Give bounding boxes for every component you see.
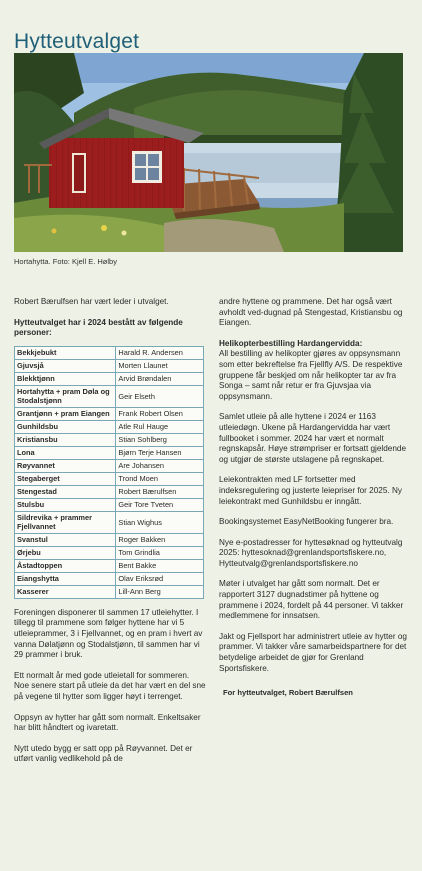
- member-name: Tom Grindlia: [116, 546, 204, 559]
- table-row: [15, 346, 204, 359]
- left-column: [14, 297, 206, 775]
- paragraph-lease: Leiekontrakten med LF fortsetter med indeksregulering og justerte leiepriser for 2025. Ny leiekontrakt med Gunhildsbu er inngått.: [219, 475, 402, 506]
- signature: For hytteutvalget, Robert Bærulfsen: [223, 688, 353, 698]
- paragraph-supervision: Oppsyn av hytter har gått som normalt. Enkeltsaker har blitt håndtert og ivaretatt.: [14, 712, 201, 733]
- member-name: Are Johansen: [116, 459, 204, 472]
- member-name: Harald R. Andersen: [116, 346, 204, 359]
- member-cabin: Sildrevika + prammer Fjellvannet: [15, 511, 116, 533]
- member-name: Stian Wighus: [116, 511, 204, 533]
- paragraph-meetings: Møter i utvalget har gått som normalt. Det er rapportert 3127 dugnadstimer på hyttene og prammene i 2024, fordelt på 44 personer. Vi takker medlemmene for innsatsen.: [219, 579, 404, 621]
- page-title: Hytteutvalget: [14, 30, 140, 54]
- member-name: Atle Rul Hauge: [116, 420, 204, 433]
- members-heading: Hytteutvalget har i 2024 bestått av følgende personer:: [14, 317, 183, 338]
- table-row: [15, 359, 204, 372]
- table-row: [15, 498, 204, 511]
- paragraph-booking: Bookingsystemet EasyNetBooking fungerer bra.: [219, 517, 394, 527]
- member-cabin: Svanstul: [15, 533, 116, 546]
- helicopter-heading: Helikopterbestilling Hardangervidda:: [219, 338, 363, 348]
- member-name: Trond Moen: [116, 472, 204, 485]
- member-name: Stian Sohlberg: [116, 433, 204, 446]
- member-name: Roger Bakken: [116, 533, 204, 546]
- member-cabin: Kristiansbu: [15, 433, 116, 446]
- table-row: [15, 546, 204, 559]
- table-row: [15, 446, 204, 459]
- paragraph-partners: Jakt og Fjellsport har administrert utleie av hytter og prammer. Vi takker våre samarbeidspartnere for det betydelige arbeidet de gjør for Grenland Sportsfiskere.: [219, 631, 407, 673]
- members-table: [14, 346, 204, 599]
- member-name: Frank Robert Olsen: [116, 407, 204, 420]
- member-name: Morten Llaunet: [116, 359, 204, 372]
- table-row: [15, 585, 204, 598]
- intro-text: Robert Bærulfsen har vært leder i utvalget.: [14, 297, 169, 306]
- member-name: Lill-Ann Berg: [116, 585, 204, 598]
- member-name: Robert Bærulfsen: [116, 485, 204, 498]
- member-cabin: Åstadtoppen: [15, 559, 116, 572]
- member-cabin: Hortahytta + pram Døla og Stodalstjønn: [15, 385, 116, 407]
- member-name: Geir Tore Tveten: [116, 498, 204, 511]
- member-cabin: Grantjønn + pram Eiangen: [15, 407, 116, 420]
- table-row: [15, 385, 204, 407]
- member-cabin: Gunhildsbu: [15, 420, 116, 433]
- table-row: [15, 559, 204, 572]
- paragraph-maintenance: Nytt utedo bygg er satt opp på Røyvannet. Det er utført vanlig vedlikehold på de: [14, 743, 193, 764]
- helicopter-text: All bestilling av helikopter gjøres av oppsynsmann som etter bekreftelse fra Fjellfly A/S. De respektive gruppene får beskjed om når helikopter tar av fra Songa – samt når retur er fra Gjuvsjaa via oppsynsmann.: [219, 349, 403, 401]
- member-name: Arvid Brøndalen: [116, 372, 204, 385]
- member-cabin: Blekktjønn: [15, 372, 116, 385]
- member-cabin: Kasserer: [15, 585, 116, 598]
- paragraph-rentals: Ett normalt år med gode utleietall for sommeren. Noe senere start på utleie da det har vært en del sne på vegene til hytter som ligger høyt i terrenget.: [14, 670, 206, 701]
- member-cabin: Stulsbu: [15, 498, 116, 511]
- member-name: Bent Bakke: [116, 559, 204, 572]
- table-row: [15, 485, 204, 498]
- member-cabin: Røyvannet: [15, 459, 116, 472]
- paragraph-maintenance-cont: andre hyttene og prammene. Det har også vært avholdt ved-dugnad på Stengestad, Kristiansbu og Eiangen.: [219, 297, 403, 328]
- right-column: [219, 297, 411, 709]
- member-cabin: Stengestad: [15, 485, 116, 498]
- paragraph-rental-stats: Samlet utleie på alle hyttene i 2024 er 1163 utleiedøgn. Ukene på Hardangervidda har vært fullbooket i sommer. 2024 har vært et normalt regnskapsår. Høye strømpriser er fortsatt gjeldende og utgjør de største utslagene på regnskapet.: [219, 412, 407, 464]
- paragraph-cabins: Foreningen disponerer til sammen 17 utleiehytter. I tillegg til prammene som følger hyttene har vi 5 utleieprammer, 3 i Fjellvannet, og en pram i hvert av vanna Dølatjønn og Stodalstjønn, til sammen har vi 29 prammer i bruk.: [14, 607, 203, 660]
- member-cabin: Bekkjebukt: [15, 346, 116, 359]
- table-row: [15, 533, 204, 546]
- table-row: [15, 372, 204, 385]
- table-row: [15, 472, 204, 485]
- cabin-photo: [14, 53, 403, 252]
- table-row: [15, 572, 204, 585]
- member-cabin: Gjuvsjå: [15, 359, 116, 372]
- table-row: [15, 407, 204, 420]
- member-name: Geir Elseth: [116, 385, 204, 407]
- table-row: [15, 433, 204, 446]
- member-name: Olav Eriksrød: [116, 572, 204, 585]
- member-cabin: Lona: [15, 446, 116, 459]
- table-row: [15, 511, 204, 533]
- table-row: [15, 420, 204, 433]
- member-cabin: Ørjebu: [15, 546, 116, 559]
- photo-caption: Hortahytta. Foto: Kjell E. Hølby: [14, 257, 117, 266]
- member-cabin: Stegaberget: [15, 472, 116, 485]
- table-row: [15, 459, 204, 472]
- member-cabin: Eiangshytta: [15, 572, 116, 585]
- member-name: Bjørn Terje Hansen: [116, 446, 204, 459]
- paragraph-emails: Nye e-postadresser for hyttesøknad og hytteutvalg 2025: hyttesoknad@grenlandsportsfiskere.no, Hytteutvalg@grenlandsportsfiskere.no: [219, 537, 403, 568]
